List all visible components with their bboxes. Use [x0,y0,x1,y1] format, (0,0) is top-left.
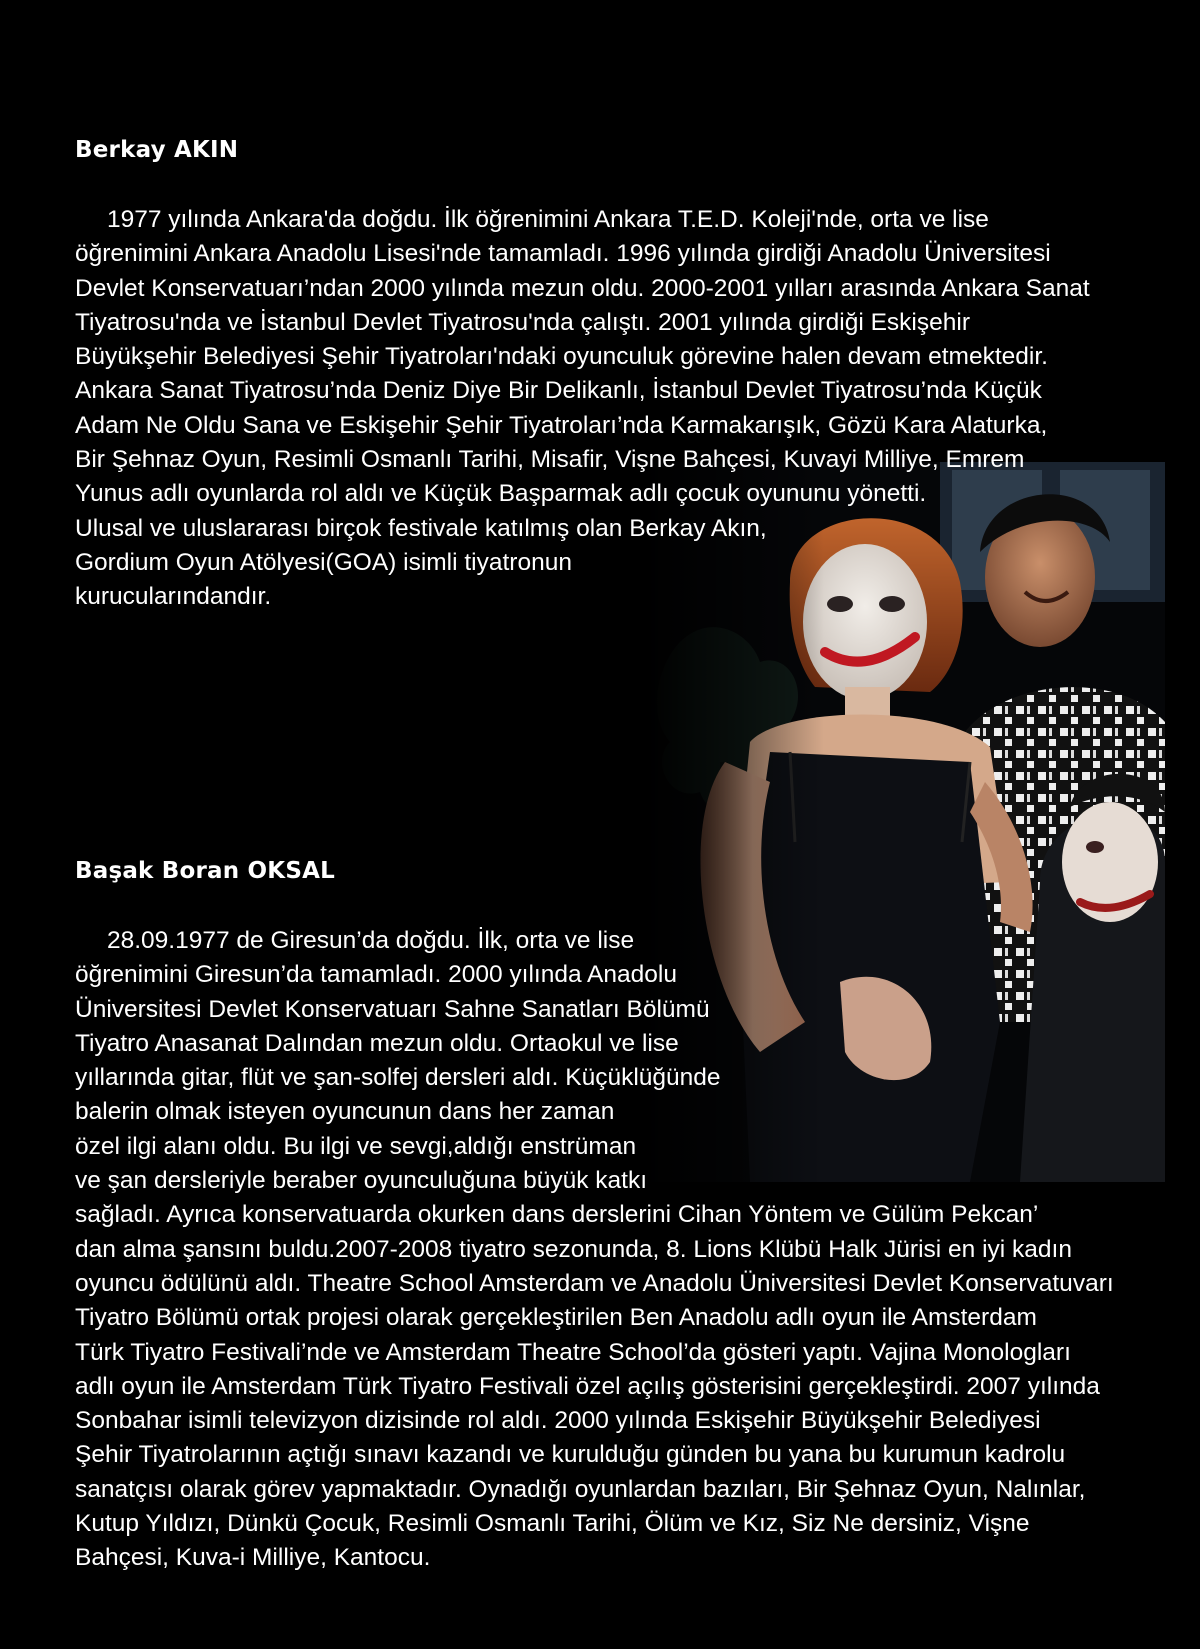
bio-line: Üniversitesi Devlet Konservatuarı Sahne Sanatları Bölümü [75,995,710,1023]
bio-line: 28.09.1977 de Giresun’da doğdu. İlk, orta ve lise [107,927,635,954]
bio-line: Sonbahar isimli televizyon dizisinde rol aldı. 2000 yılında Eskişehir Büyükşehir Belediyesi [75,1407,1041,1435]
bio-line: Bahçesi, Kuva-i Milliye, Kantocu. [75,1544,431,1572]
bio-name-berkay: Berkay AKIN [75,137,239,163]
bio-line: oyuncu ödülünü aldı. Theatre School Amsterdam ve Anadolu Üniversitesi Devlet Konservatuvarı [75,1269,1114,1297]
bio-text-berkay [75,203,1090,615]
bio-name-basak: Başak Boran OKSAL [75,858,335,884]
bio-line: Kutup Yıldızı, Dünkü Çocuk, Resimli Osmanlı Tarihi, Ölüm ve Kız, Siz Ne dersiniz, Vişne [75,1510,1030,1538]
bio-line: Tiyatro Anasanat Dalından mezun oldu. Ortaokul ve lise [75,1029,679,1057]
bio-line: Ulusal ve uluslararası birçok festivale katılmış olan Berkay Akın, [75,514,767,542]
bio-line: sanatçısı olarak görev yapmaktadır. Oynadığı oyunlardan bazıları, Bir Şehnaz Oyun, Nalınlar, [75,1475,1086,1503]
bio-line: 1977 yılında Ankara'da doğdu. İlk öğrenimini Ankara T.E.D. Koleji'nde, orta ve lise [107,206,989,233]
bio-line: Tiyatro Bölümü ortak projesi olarak gerçekleştirilen Ben Anadolu adlı oyun ile Amsterdam [75,1304,1037,1332]
bio-line: Bir Şehnaz Oyun, Resimli Osmanlı Tarihi, Misafir, Vişne Bahçesi, Kuvayi Milliye, Emrem [75,446,1025,474]
bio-line: öğrenimini Ankara Anadolu Lisesi'nde tamamladı. 1996 yılında girdiği Anadolu Üniversitesi [75,240,1051,268]
bio-line: ve şan dersleriyle beraber oyunculuğuna büyük katkı [75,1167,648,1195]
bio-line: Ankara Sanat Tiyatrosu’nda Deniz Diye Bir Delikanlı, İstanbul Devlet Tiyatrosu’nda Küçük [75,377,1042,405]
bio-line: Büyükşehir Belediyesi Şehir Tiyatroları'ndaki oyunculuk görevine halen devam etmektedir. [75,343,1048,371]
bio-line: Gordium Oyun Atölyesi(GOA) isimli tiyatronun [75,548,572,576]
bio-text-basak [75,924,1114,1576]
bio-line: dan alma şansını buldu.2007-2008 tiyatro sezonunda, 8. Lions Klübü Halk Jürisi en iyi kadın [75,1235,1072,1263]
bio-line: adlı oyun ile Amsterdam Türk Tiyatro Festivali özel açılış gösterisini gerçekleştirdi. 2007 yılında [75,1372,1100,1400]
bio-line: sağladı. Ayrıca konservatuarda okurken dans derslerini Cihan Yöntem ve Gülüm Pekcan’ [75,1201,1039,1229]
bio-line: Şehir Tiyatrolarının açtığı sınavı kazandı ve kurulduğu günden bu yana bu kurumun kadrolu [75,1441,1066,1469]
bio-line: kurucularındandır. [75,583,272,611]
bio-line: Adam Ne Oldu Sana ve Eskişehir Şehir Tiyatroları’nda Karmakarışık, Gözü Kara Alaturka, [75,411,1048,439]
bio-line: yıllarında gitar, flüt ve şan-solfej dersleri aldı. Küçüklüğünde [75,1064,721,1092]
bio-line: Türk Tiyatro Festivali’nde ve Amsterdam Theatre School’da gösteri yaptı. Vajina Monologları [75,1338,1071,1366]
bio-line: Tiyatrosu'nda ve İstanbul Devlet Tiyatrosu'nda çalıştı. 2001 yılında girdiği Eskişehir [75,308,970,336]
bio-line: Devlet Konservatuarı’ndan 2000 yılında mezun oldu. 2000-2001 yılları arasında Ankara Sanat [75,274,1090,302]
bio-line: Yunus adlı oyunlarda rol aldı ve Küçük Başparmak adlı çocuk oyununu yönetti. [75,480,927,508]
bio-line: özel ilgi alanı oldu. Bu ilgi ve sevgi,aldığı enstrüman [75,1132,637,1160]
bio-line: balerin olmak isteyen oyuncunun dans her zaman [75,1098,615,1126]
bio-line: öğrenimini Giresun’da tamamladı. 2000 yılında Anadolu [75,961,677,989]
